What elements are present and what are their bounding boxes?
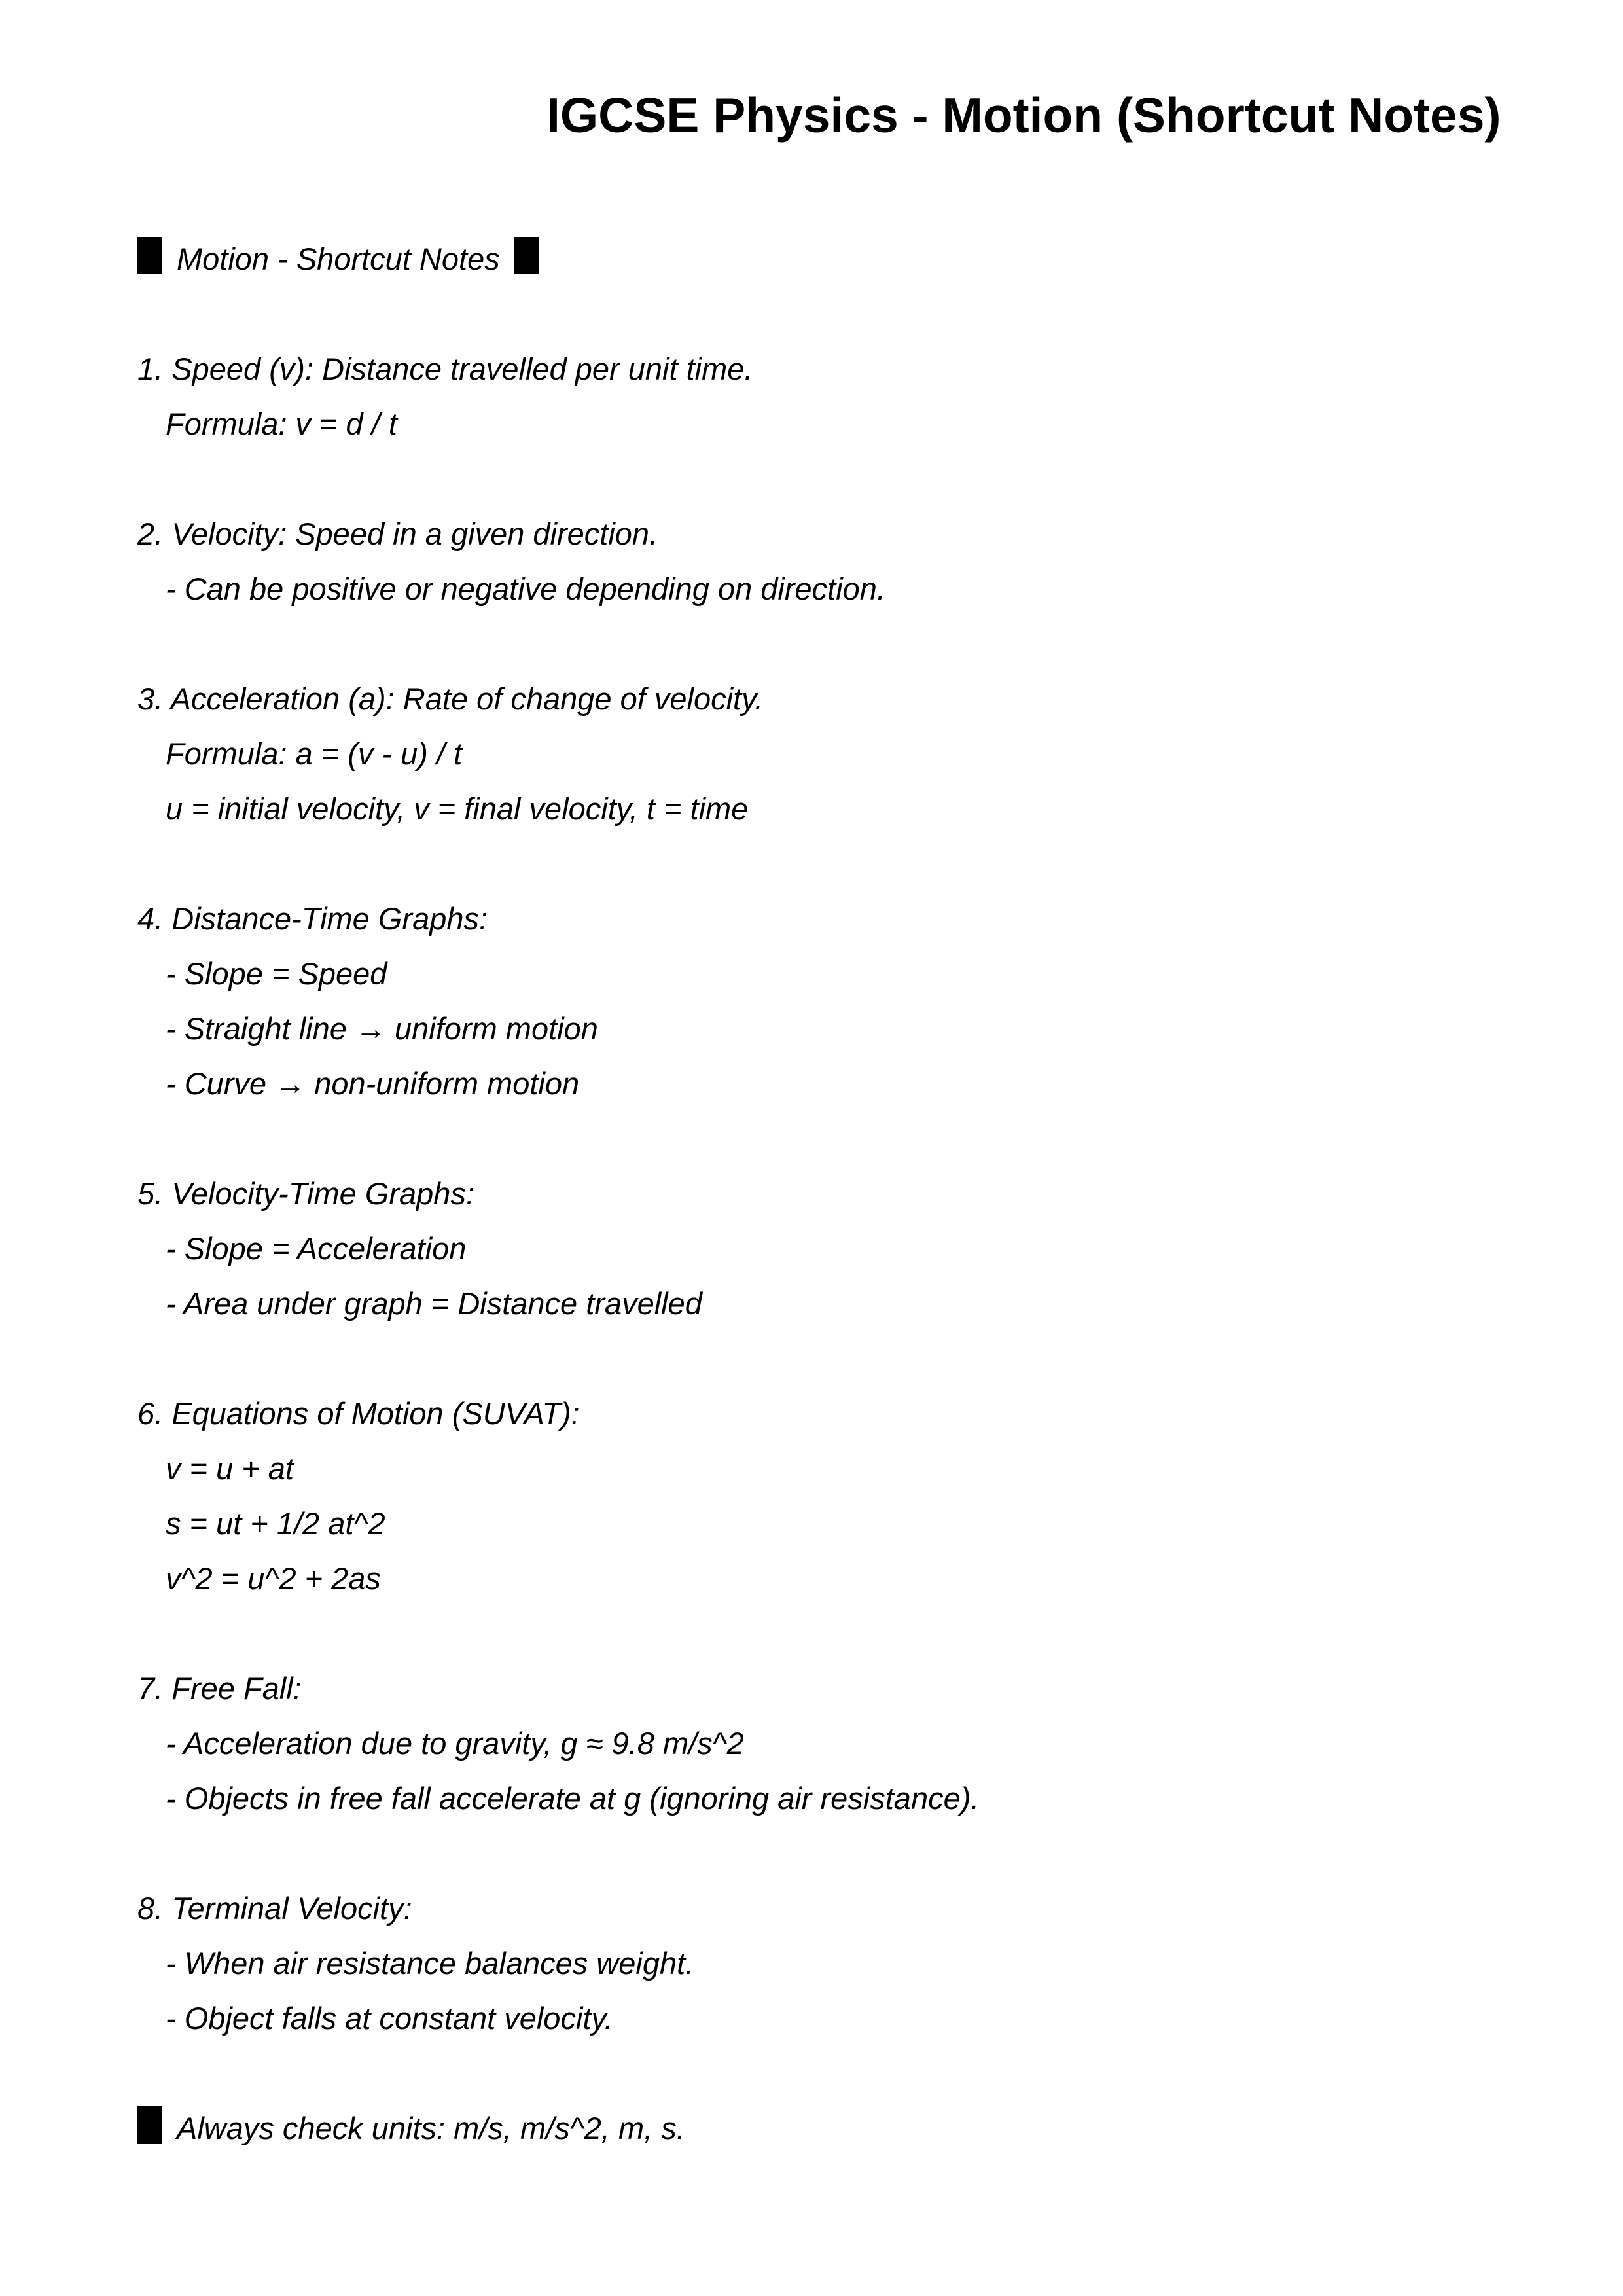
section-free-fall [137, 1661, 979, 1826]
section-heading: 4. Distance-Time Graphs: [137, 901, 488, 936]
section-line: s = ut + 1/2 at^2 [166, 1506, 385, 1541]
section-line: - Object falls at constant velocity. [166, 2001, 613, 2036]
notes-header [137, 232, 979, 287]
section-line: u = initial velocity, v = final velocity, t = time [166, 791, 749, 826]
black-square-icon [514, 237, 539, 274]
section-heading: 3. Acceleration (a): Rate of change of velocity. [137, 681, 764, 716]
section-line: - Straight line → uniform motion [166, 1011, 598, 1046]
notes-header-text: Motion - Shortcut Notes [177, 242, 500, 276]
section-heading: 2. Velocity: Speed in a given direction. [137, 516, 658, 551]
section-speed [137, 342, 979, 452]
notes-footer [137, 2101, 979, 2156]
page-title: IGCSE Physics - Motion (Shortcut Notes) [546, 88, 1501, 143]
section-heading: 7. Free Fall: [137, 1671, 302, 1706]
section-acceleration [137, 672, 979, 836]
section-heading: 6. Equations of Motion (SUVAT): [137, 1396, 580, 1431]
notes-footer-text: Always check units: m/s, m/s^2, m, s. [177, 2111, 685, 2145]
black-square-icon [137, 237, 162, 274]
section-line: Formula: a = (v - u) / t [166, 736, 463, 771]
section-line: Formula: v = d / t [166, 406, 397, 441]
section-line: - Area under graph = Distance travelled [166, 1286, 702, 1321]
section-velocity-time-graphs [137, 1166, 979, 1331]
section-distance-time-graphs [137, 891, 979, 1111]
section-line: - Acceleration due to gravity, g ≈ 9.8 m/s^2 [166, 1726, 744, 1761]
section-line: - Can be positive or negative depending on direction. [166, 571, 886, 606]
section-line: - Slope = Speed [166, 956, 387, 991]
section-line: v^2 = u^2 + 2as [166, 1561, 381, 1596]
section-velocity [137, 507, 979, 617]
black-square-icon [137, 2106, 162, 2144]
notes-content [137, 232, 979, 2156]
section-line: - When air resistance balances weight. [166, 1946, 694, 1981]
section-terminal-velocity [137, 1881, 979, 2046]
section-line: - Objects in free fall accelerate at g (ignoring air resistance). [166, 1781, 980, 1816]
section-heading: 8. Terminal Velocity: [137, 1891, 412, 1926]
section-line: v = u + at [166, 1451, 294, 1486]
section-equations-of-motion [137, 1386, 979, 1606]
section-heading: 1. Speed (v): Distance travelled per unit time. [137, 351, 753, 386]
section-line: - Slope = Acceleration [166, 1231, 467, 1266]
section-line: - Curve → non-uniform motion [166, 1066, 580, 1101]
section-heading: 5. Velocity-Time Graphs: [137, 1176, 475, 1211]
